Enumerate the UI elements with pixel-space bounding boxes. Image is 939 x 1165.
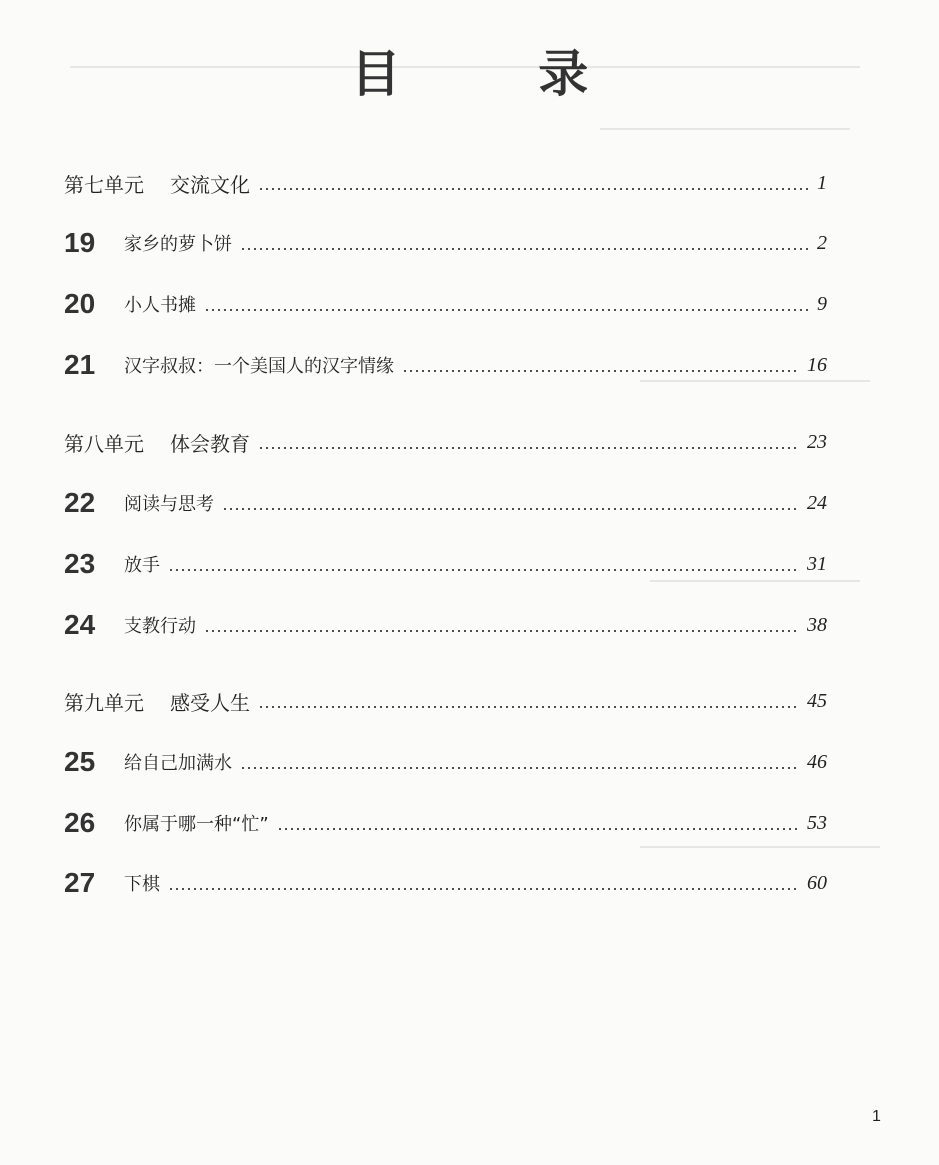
lesson-title: 阅读与思考 [124,494,214,515]
lesson-title: 给自己加满水 [124,753,232,774]
lesson-title: 汉字叔叔：一个美国人的汉字情缘 [124,356,394,377]
page-number: 46 [807,750,827,773]
dot-leader [204,630,799,632]
page-number: 9 [817,292,827,315]
toc-lesson-row[interactable] [64,486,827,520]
bleed-through-line [600,128,850,130]
dot-leader [258,447,799,449]
dot-leader [168,569,799,571]
lesson-title: 放手 [124,555,160,576]
toc-lesson-row[interactable] [64,547,827,581]
dot-leader [222,508,799,510]
page-number: 16 [807,353,827,376]
page-number: 24 [807,491,827,514]
toc-unit-row[interactable] [64,684,827,718]
toc-lesson-row[interactable] [64,806,827,840]
page-number: 45 [807,689,827,712]
lesson-number: 27 [64,867,96,898]
dot-leader [258,706,799,708]
lesson-title: 支教行动 [124,616,196,637]
lesson-number: 24 [64,609,96,640]
page-number: 2 [817,231,827,254]
page-title: 目 录 [350,45,649,103]
dot-leader [168,888,799,890]
lesson-number: 19 [64,227,96,258]
lesson-number: 20 [64,288,96,319]
unit-label: 第七单元 [64,172,144,197]
lesson-title: 小人书摊 [124,295,196,316]
page-number: 53 [807,811,827,834]
page-number: 60 [807,871,827,894]
dot-leader [258,188,809,190]
toc-lesson-row[interactable] [64,608,827,642]
dot-leader [402,370,799,372]
unit-name: 体会教育 [170,431,250,456]
toc-unit-row[interactable] [64,425,827,459]
bleed-through-line [640,846,880,848]
lesson-number: 21 [64,349,96,380]
page-number: 31 [807,552,827,575]
dot-leader [204,309,809,311]
toc-lesson-row[interactable] [64,287,827,321]
lesson-number: 23 [64,548,96,579]
unit-label: 第八单元 [64,431,144,456]
unit-name: 感受人生 [170,690,250,715]
toc-lesson-row[interactable] [64,348,827,382]
lesson-number: 26 [64,807,96,838]
toc-lesson-row[interactable] [64,745,827,779]
lesson-title: 家乡的萝卜饼 [124,234,232,255]
unit-label: 第九单元 [64,690,144,715]
footer-page-number: 1 [872,1108,881,1125]
page-number: 1 [817,171,827,194]
page-number: 38 [807,613,827,636]
dot-leader [277,828,799,830]
toc-unit-row[interactable] [64,166,827,200]
toc-lesson-row[interactable] [64,866,827,900]
page-number: 23 [807,430,827,453]
dot-leader [240,767,799,769]
unit-name: 交流文化 [170,172,250,197]
lesson-title: 你属于哪一种“忙” [124,814,269,835]
toc-lesson-row[interactable] [64,226,827,260]
dot-leader [240,248,809,250]
lesson-number: 25 [64,746,96,777]
lesson-number: 22 [64,487,96,518]
lesson-title: 下棋 [124,874,160,895]
